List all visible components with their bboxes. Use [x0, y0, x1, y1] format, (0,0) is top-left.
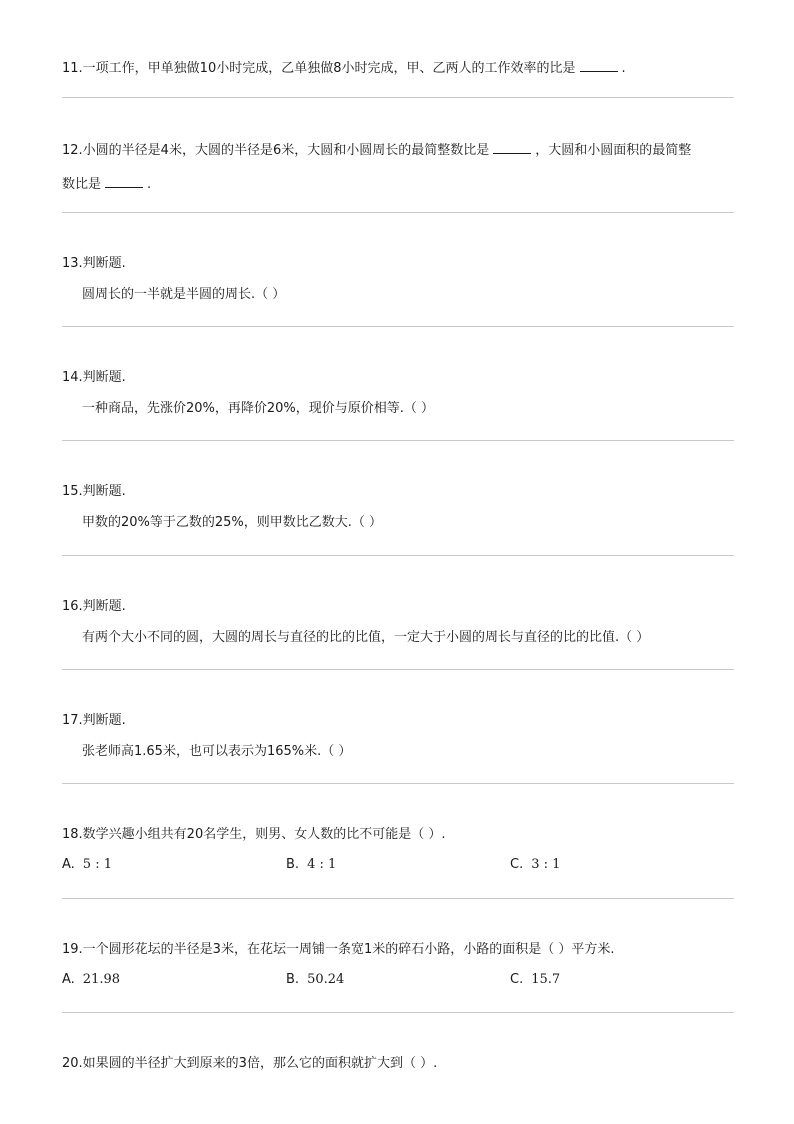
- question-title: 17.判断题.: [62, 713, 126, 728]
- option-a[interactable]: [62, 853, 112, 877]
- option-a[interactable]: [62, 968, 120, 992]
- question-body: 甲数的20%等于乙数的25%，则甲数比乙数大.（ ）: [82, 515, 383, 530]
- option-c[interactable]: [510, 853, 560, 877]
- question-title: 16.判断题.: [62, 599, 126, 614]
- question-18: [62, 823, 734, 877]
- divider: [62, 783, 734, 784]
- question-12-line-1: [62, 138, 734, 162]
- option-value: 21.98: [82, 972, 121, 987]
- question-13: [62, 252, 734, 307]
- question-title: 14.判断题.: [62, 370, 126, 385]
- divider: [62, 898, 734, 899]
- option-label: C.: [510, 972, 524, 987]
- divider: [62, 440, 734, 441]
- question-text: 19.一个圆形花坛的半径是3米，在花坛一周铺一条宽1米的碎石小路，小路的面积是（ ）平方米.: [62, 942, 615, 957]
- question-body: 有两个大小不同的圆，大圆的周长与直径的比的比值，一定大于小圆的周长与直径的比的比值.（ ）: [82, 630, 650, 645]
- question-11-text: [62, 56, 734, 80]
- option-label: C.: [510, 857, 524, 872]
- option-value: 15.7: [531, 972, 561, 987]
- option-list: [62, 968, 734, 992]
- option-label: B.: [286, 972, 300, 987]
- divider: [62, 669, 734, 670]
- question-title: 15.判断题.: [62, 484, 126, 499]
- question-17: [62, 709, 734, 764]
- answer-blank[interactable]: [580, 56, 618, 72]
- option-label: A.: [62, 972, 75, 987]
- divider: [62, 326, 734, 327]
- divider: [62, 97, 734, 98]
- option-c[interactable]: [510, 968, 560, 992]
- question-text: 20.如果圆的半径扩大到原来的3倍，那么它的面积就扩大到（ ）.: [62, 1056, 438, 1071]
- option-value: 5 : 1: [82, 857, 112, 872]
- question-12-stem: 12.小圆的半径是4米，大圆的半径是6米，大圆和小圆周长的最简整数比是: [62, 143, 490, 158]
- question-14: [62, 366, 734, 421]
- option-b[interactable]: [286, 968, 344, 992]
- question-15: [62, 480, 734, 535]
- question-text: 18.数学兴趣小组共有20名学生，则男、女人数的比不可能是（ ）.: [62, 827, 446, 842]
- question-body: 圆周长的一半就是半圆的周长.（ ）: [82, 287, 286, 302]
- question-11-end: .: [621, 61, 626, 76]
- question-title: 13.判断题.: [62, 256, 126, 271]
- option-b[interactable]: [286, 853, 336, 877]
- answer-blank[interactable]: [493, 138, 531, 154]
- divider: [62, 212, 734, 213]
- question-12: [62, 138, 734, 196]
- answer-blank[interactable]: [105, 172, 143, 188]
- question-11-stem: 11.一项工作，甲单独做10小时完成，乙单独做8小时完成，甲、乙两人的工作效率的比是: [62, 61, 576, 76]
- divider: [62, 1012, 734, 1013]
- question-20: [62, 1052, 734, 1076]
- option-value: 3 : 1: [531, 857, 561, 872]
- option-label: A.: [62, 857, 75, 872]
- question-body: 一种商品，先涨价20%，再降价20%，现价与原价相等.（ ）: [82, 401, 435, 416]
- question-11: [62, 56, 734, 80]
- question-12-stem-2: ，大圆和小圆面积的最简整: [535, 143, 692, 158]
- divider: [62, 555, 734, 556]
- option-value: 4 : 1: [307, 857, 337, 872]
- question-12-end: .: [147, 177, 152, 192]
- question-16: [62, 595, 734, 650]
- question-body: 张老师高1.65米，也可以表示为165%米.（ ）: [82, 744, 352, 759]
- question-12-line-2: [62, 172, 734, 196]
- option-list: [62, 853, 734, 877]
- option-value: 50.24: [307, 972, 345, 987]
- question-12-stem-3: 数比是: [62, 177, 102, 192]
- option-label: B.: [286, 857, 300, 872]
- question-19: [62, 938, 734, 992]
